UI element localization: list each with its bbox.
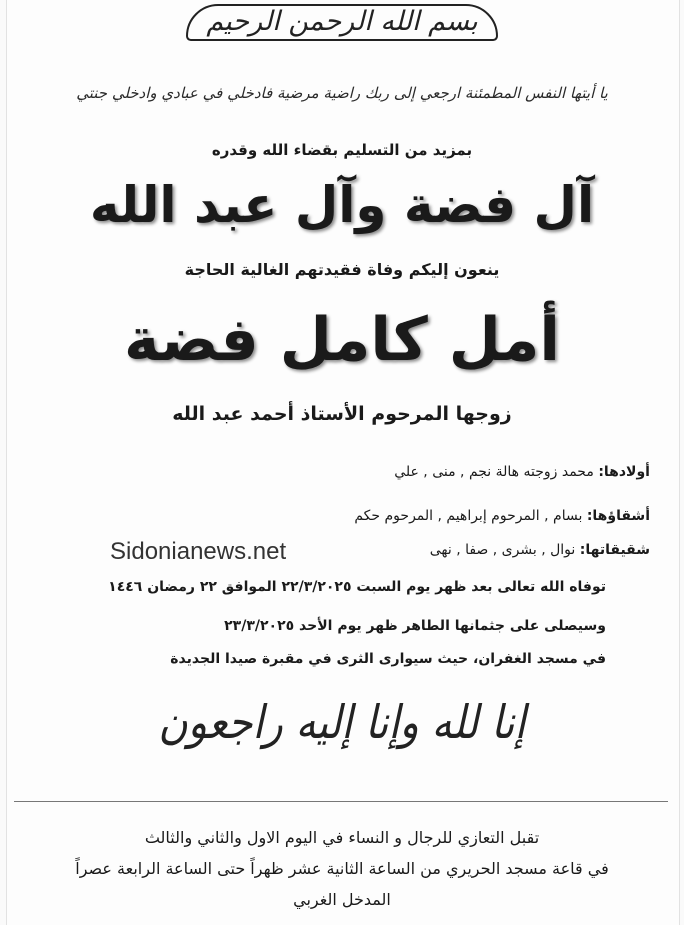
condolence-venue-line: في قاعة مسجد الحريري من الساعة الثانية عشر ظهراً حتى الساعة الرابعة عصراً	[75, 859, 609, 878]
announcement-line: ينعون إليكم وفاة فقيدتهم الغالية الحاجة	[184, 260, 500, 279]
basmala-calligraphy	[0, 6, 684, 37]
relatives-brothers	[30, 506, 650, 526]
relatives-children	[30, 462, 650, 482]
watermark: Sidonianews.net	[110, 538, 287, 565]
quran-phrase-text: إنا لله وإنا إليه راجعون	[158, 696, 526, 750]
deceased-name: أمل كامل فضة	[124, 305, 560, 375]
divider-line	[14, 801, 668, 802]
quran-verse: يا أيتها النفس المطمئنة ارجعي إلى ربك راضية مرضية فادخلي في عبادي وادخلي جنتي	[76, 84, 608, 102]
intro-line: بمزيد من التسليم بقضاء الله وقدره	[211, 141, 473, 159]
relatives-label: أشقاؤها:	[586, 508, 650, 524]
relatives-value: محمد زوجته هالة نجم , منى , علي	[394, 464, 594, 480]
relatives-value: بسام , المرحوم إبراهيم , المرحوم حكم	[354, 508, 583, 524]
husband-line: زوجها المرحوم الأستاذ أحمد عبد الله	[172, 403, 512, 425]
funeral-prayer-line: وسيصلى على جثمانها الطاهر ظهر يوم الأحد ٢٣/٣/٢٠٢٥	[224, 618, 606, 634]
families-title: آل فضة وآل عبد الله	[89, 176, 595, 234]
relatives-label: شقيقاتها:	[579, 542, 650, 558]
quran-phrase-calligraphy	[0, 696, 684, 750]
burial-line: في مسجد الغفران، حيث سيوارى الثرى في مقبرة صيدا الجديدة	[170, 651, 606, 667]
condolence-days-line: تقبل التعازي للرجال و النساء في اليوم الاول والثاني والثالث	[144, 828, 540, 847]
condolence-entrance-line: المدخل الغربي	[293, 890, 391, 909]
basmala-text: بسم الله الرحمن الرحيم	[186, 4, 497, 41]
relatives-value: نوال , بشرى , صفا , نهى	[429, 542, 576, 558]
relatives-label: أولادها:	[598, 464, 650, 480]
death-date-line: توفاه الله تعالى بعد ظهر يوم السبت ٢٢/٣/٢٠٢٥ الموافق ٢٢ رمضان ١٤٤٦	[108, 579, 606, 595]
